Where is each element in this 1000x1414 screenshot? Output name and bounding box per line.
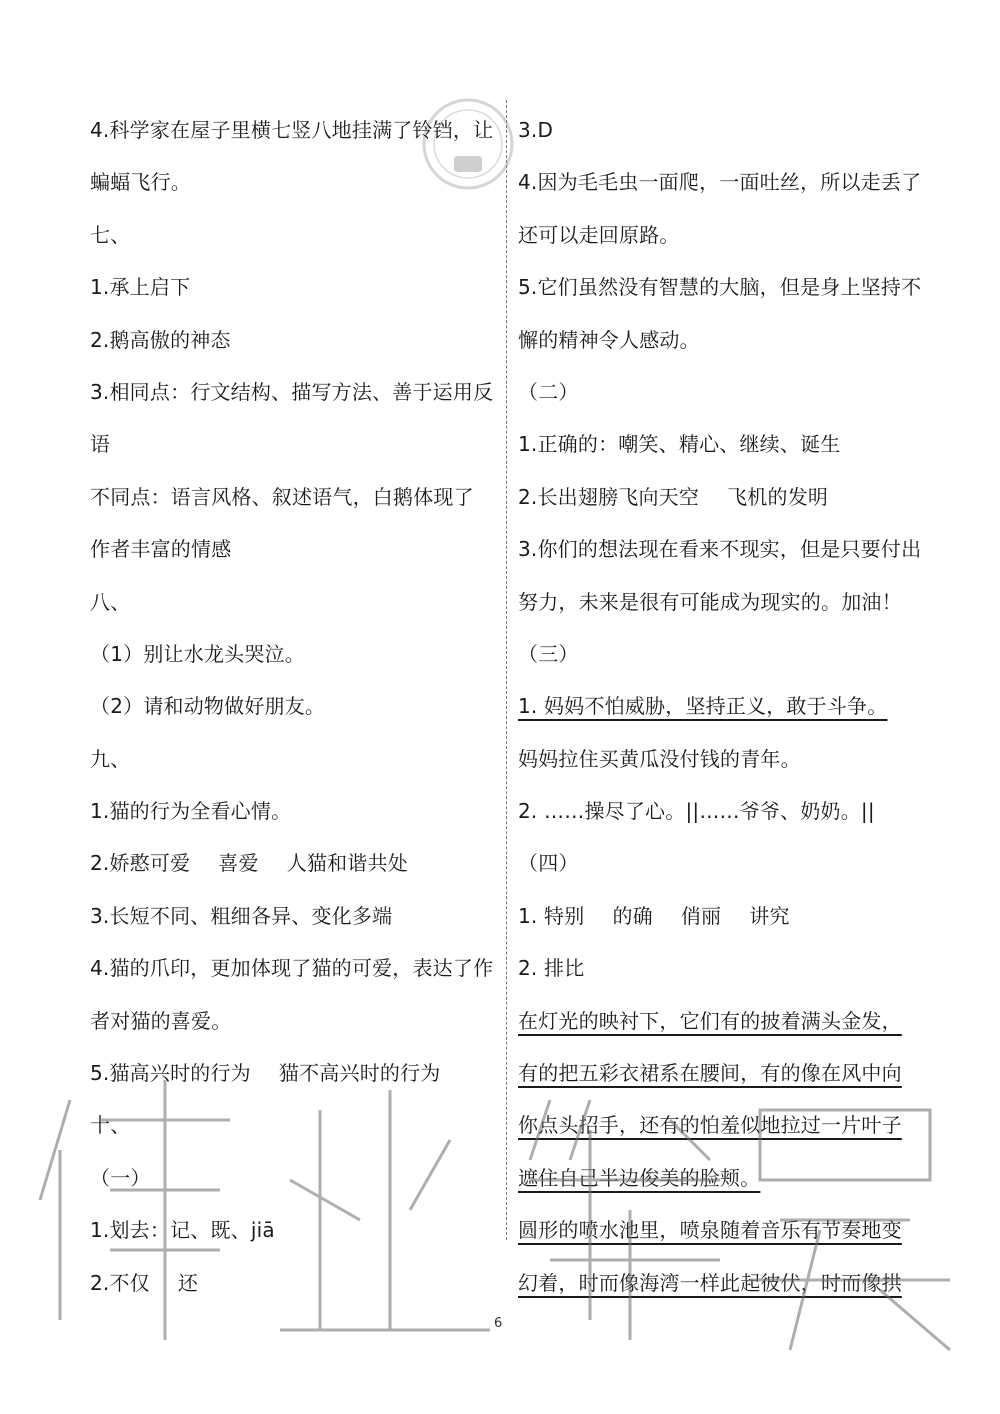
answer-line: 3.长短不同、粗细各异、变化多端	[90, 903, 393, 928]
answer-part: 5.猫高兴时的行为	[90, 1061, 251, 1086]
answer-line: 努力，未来是很有可能成为现实的。加油！	[518, 589, 902, 614]
answer-part: 2.长出翅膀飞向天空	[518, 484, 700, 509]
answer-line: 5.它们虽然没有智慧的大脑，但是身上坚持不	[518, 275, 922, 300]
answer-part: 飞机的发明	[727, 484, 829, 509]
underlined-answer: 1. 妈妈不怕威胁，坚持正义，敢于斗争。	[518, 694, 888, 719]
underlined-answer: 幻着，时而像海湾一样此起彼伏，时而像拱	[518, 1270, 902, 1295]
watermark	[30, 1060, 980, 1360]
answer-part: 猫不高兴时的行为	[278, 1061, 441, 1086]
answer-line: 语	[90, 432, 111, 457]
subsection-heading: （一）	[90, 1165, 151, 1190]
answer-part: 讲究	[749, 903, 790, 928]
answer-line: 1.猫的行为全看心情。	[90, 799, 292, 824]
answer-line	[518, 680, 918, 732]
answer-part: 还	[177, 1270, 199, 1295]
answer-line: 蝙蝠飞行。	[90, 170, 191, 195]
answer-line: 4.猫的爪印，更加体现了猫的可爱，表达了作	[90, 956, 494, 981]
section-heading: 八、	[90, 589, 131, 614]
answer-line: 3.相同点：行文结构、描写方法、善于运用反	[90, 379, 494, 404]
answer-part: 2.不仅	[90, 1270, 150, 1295]
section-heading: 九、	[90, 746, 131, 771]
answer-line	[518, 890, 918, 942]
answer-line: 1.划去：记、既、jiā	[90, 1218, 275, 1243]
answer-line: （2）请和动物做好朋友。	[90, 694, 326, 719]
answer-line: 作者丰富的情感	[90, 537, 232, 562]
answer-part: 人猫和谐共处	[286, 851, 408, 876]
answer-line: 不同点：语言风格、叙述语气，白鹅体现了	[90, 484, 474, 509]
answer-part: 1. 特别	[518, 903, 585, 928]
answer-line: 还可以走回原路。	[518, 222, 680, 247]
answer-line	[518, 471, 918, 523]
answer-line: 2.鹅高傲的神态	[90, 327, 231, 352]
answer-line	[518, 995, 918, 1047]
page-number: 6	[494, 1316, 503, 1331]
answer-line: 2. ……操尽了心。||……爷爷、奶奶。||	[518, 799, 875, 824]
answer-line: 3.D	[518, 118, 554, 142]
subsection-heading: （二）	[518, 379, 579, 404]
answer-line: 3.你们的想法现在看来不现实，但是只要付出	[518, 537, 922, 562]
underlined-answer: 有的把五彩衣裙系在腰间，有的像在风中向	[518, 1061, 902, 1086]
section-heading: 七、	[90, 222, 131, 247]
subsection-heading: （四）	[518, 851, 579, 876]
underlined-answer: 你点头招手，还有的怕羞似地拉过一片叶子	[518, 1113, 902, 1138]
answer-line: 者对猫的喜爱。	[90, 1008, 232, 1033]
answer-part: 的确	[612, 903, 653, 928]
answer-line: 2. 排比	[518, 956, 585, 981]
answer-line: 懈的精神令人感动。	[518, 327, 700, 352]
answer-part: 喜爱	[218, 851, 259, 876]
underlined-answer: 在灯光的映衬下，它们有的披着满头金发，	[518, 1008, 902, 1033]
answer-part: 俏丽	[680, 903, 722, 928]
answer-line: 4.科学家在屋子里横七竖八地挂满了铃铛，让	[90, 118, 494, 142]
answer-line: 1.正确的：嘲笑、精心、继续、诞生	[518, 432, 841, 457]
answer-line: 1.承上启下	[90, 275, 191, 300]
answer-line: （1）别让水龙头哭泣。	[90, 641, 305, 666]
answer-line: 妈妈拉住买黄瓜没付钱的青年。	[518, 746, 801, 771]
underlined-answer: 圆形的喷水池里，喷泉随着音乐有节奏地变	[518, 1218, 902, 1243]
answer-part: 2.娇憨可爱	[90, 851, 191, 876]
underlined-answer: 遮住自己半边俊美的脸颊。	[518, 1165, 761, 1190]
answer-line	[90, 837, 500, 889]
subsection-heading: （三）	[518, 641, 579, 666]
section-heading: 十、	[90, 1113, 131, 1138]
answer-line: 4.因为毛毛虫一面爬，一面吐丝，所以走丢了	[518, 170, 922, 195]
